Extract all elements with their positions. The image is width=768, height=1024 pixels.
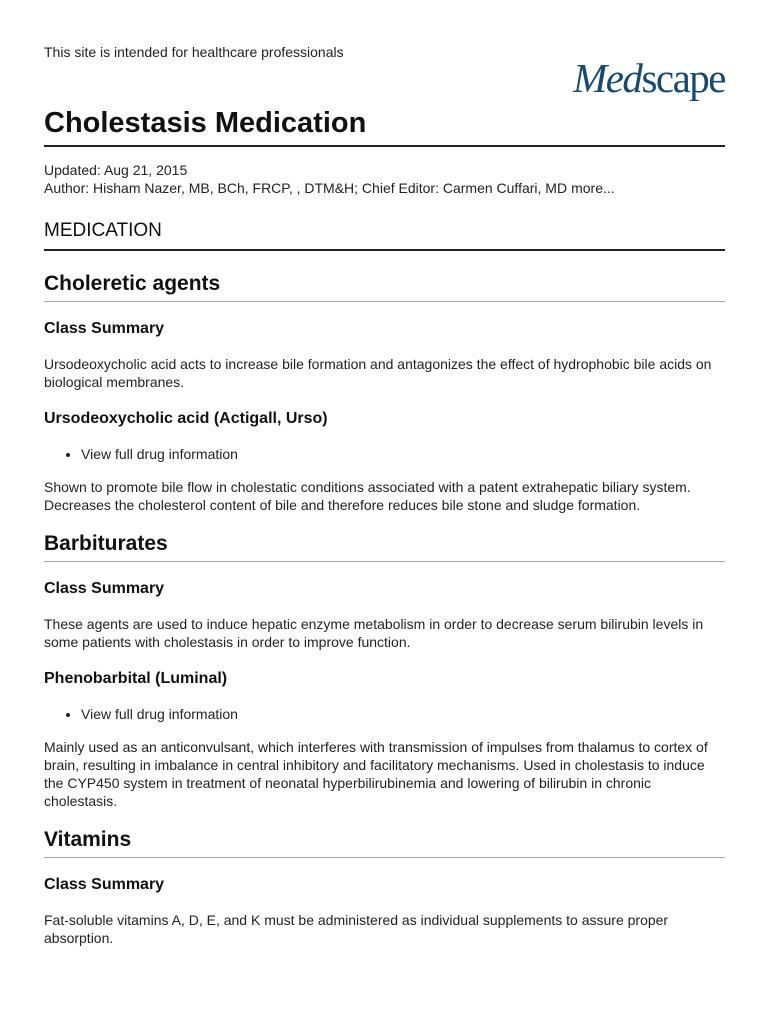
professional-notice: This site is intended for healthcare professionals	[44, 44, 344, 60]
class-summary-text: Fat-soluble vitamins A, D, E, and K must be administered as individual supplements to assure proper absorption.	[44, 912, 669, 946]
drug-name: Ursodeoxycholic acid (Actigall, Urso)	[44, 410, 328, 427]
section-heading-barbiturates: Barbiturates	[44, 531, 725, 562]
site-header	[44, 0, 725, 106]
more-link[interactable]: more...	[571, 180, 615, 196]
author-text: Author: Hisham Nazer, MB, BCh, FRCP, , DTM&H; Chief Editor: Carmen Cuffari, MD	[44, 180, 568, 196]
class-summary-label: Class Summary	[44, 580, 165, 597]
drug-description: Shown to promote bile flow in cholestatic conditions associated with a patent extrahepatic biliary system. Decreases the cholesterol content of bile and therefore reduces bile stone and sludge formation.	[44, 479, 691, 513]
section-heading-vitamins: Vitamins	[44, 827, 725, 858]
class-summary-label: Class Summary	[44, 320, 165, 337]
view-drug-info-link[interactable]: • View full drug information	[81, 705, 725, 723]
view-drug-info-link[interactable]: • View full drug information	[81, 445, 725, 463]
logo-med: Med	[573, 55, 642, 101]
page-title: Cholestasis Medication	[44, 106, 725, 147]
logo-scape: scape	[641, 55, 725, 101]
updated-date: Updated: Aug 21, 2015	[44, 162, 188, 178]
class-summary-text: Ursodeoxycholic acid acts to increase bile formation and antagonizes the effect of hydrophobic bile acids on biological membranes.	[44, 356, 712, 390]
article-page	[44, 0, 725, 947]
class-summary-label: Class Summary	[44, 876, 165, 893]
class-summary-text: These agents are used to induce hepatic enzyme metabolism in order to decrease serum bilirubin levels in some patients with cholestasis in order to improve function.	[44, 616, 704, 650]
author-line	[44, 179, 725, 197]
medscape-logo[interactable]	[573, 55, 725, 101]
drug-links	[44, 445, 725, 463]
drug-name: Phenobarbital (Luminal)	[44, 670, 228, 687]
section-label: MEDICATION	[44, 219, 725, 251]
drug-links	[44, 705, 725, 723]
section-heading-choleretic: Choleretic agents	[44, 271, 725, 302]
drug-description: Mainly used as an anticonvulsant, which interferes with transmission of impulses from thalamus to cortex of brain, resulting in imbalance in central inhibitory and facilitatory mechanisms. Used in cholestasis to induce the CYP450 system in treatment of neonatal hyperbilirubinemia and lowering of bilirubin in chronic cholestasis.	[44, 739, 708, 809]
article-meta	[44, 161, 725, 197]
